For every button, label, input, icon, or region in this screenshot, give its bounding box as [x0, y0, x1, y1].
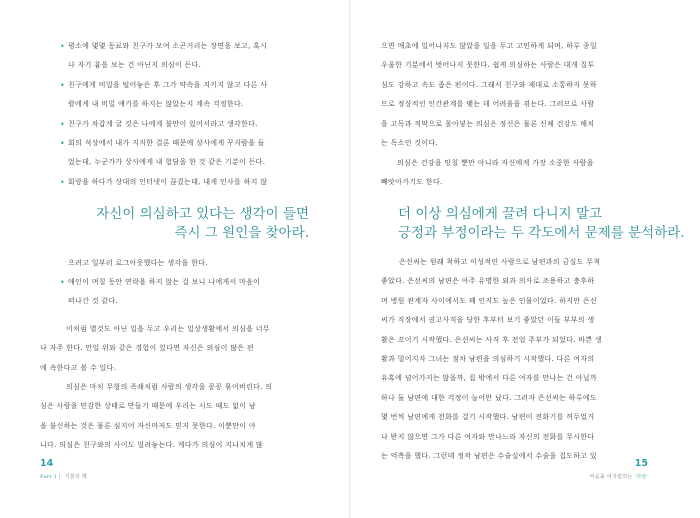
list-item: • 회의 석상에서 내가 지지한 결론 때문에 상사에게 꾸지람을 들 었는데, 누군가가 상사에게 내 험담을 한 것 같은 기분이 든다.	[60, 134, 316, 173]
bullet-dot-icon: •	[60, 278, 66, 287]
mid-bullet-list	[60, 273, 316, 312]
list-item: • 친구에게 비밀을 털어놓은 후 그가 약속을 지키지 않고 다른 사 람에게 내 비밀 얘기를 하지는 않았는지 계속 걱정한다.	[60, 76, 316, 115]
top-bullet-list	[60, 37, 316, 192]
body-paragraph: 이처럼 별것도 아닌 일을 두고 우리는 일상생활에서 의심을 너무 나 자주 한다. 만일 위와 같은 경험이 있다면 자신은 의심이 많은 편 에 속한다고 볼 수 있다.	[40, 325, 270, 372]
body-paragraph: 의심은 마치 무형의 족쇄처럼 사람의 생각을 꽁꽁 묶어버린다. 의 심은 사람을 민감한 상태로 만들기 때문에 우리는 시도 때도 없이 남 을 불신하는 것은 물론 심지어 자신마저도 믿지 못한다. 이뿐만이 아 니다. 의심은 친구와의 사이도 멀려놓는다. 게다가 의심이 지나치게 많	[40, 383, 273, 450]
left-callout: 자신이 의심하고 있다는 생각이 들면 즉시 그 원인을 찾아라.	[96, 206, 309, 241]
bullet-dot-icon: •	[60, 80, 66, 90]
running-header: Part 1 | 기분의 벽	[40, 474, 88, 480]
list-item: • 애인이 며칠 동안 연락을 하지 않는 걸 보니 나에게서 마음이 떠나간 것 같다.	[60, 273, 316, 312]
continued-line: 으려고 일부러 로그아웃했다는 생각을 한다.	[68, 259, 208, 267]
body-paragraph: 은선씨는 원래 착하고 이성적인 사람으로 남편과의 금실도 무척 좋았다. 은선씨의 남편은 아주 유명한 외과 의사로 조용하고 충후하 며 병원 관계자 사이에서도 꽤 인지도 높은 인물이었다. 하지만 은선 씨가 직장에서 권고사직을 당한 후부터 보기 좋았던 이들 부부의 생 활은 꼬이기 시작했다. 은선씨는 사직 후 전업 주부가 되었다. 바쁜 생 활과 멀어지자 그녀는 점차 남편을 의심하기 시작했다. 다른 여자의 유혹에 넘어가지는 않을까, 집 밖에서 다른 여자를 만나는 건 아닐까 하나 둘 남편에 대한 걱정이 늘어만 났다. 그러자 은선씨는 하루에도 몇 번씩 남편에게 전화를 걸기 시작했다. 남편이 전화기를 꺼두었거 나 받지 않으면 그가 다른 여자와 만나느라 자신의 전화를 무시한다 는 억측을 했다. 그런데 정작 남편은 수술실에서 수술을 집도하고 있	[381, 258, 602, 461]
page-number: 14	[40, 458, 54, 469]
bullet-dot-icon: •	[60, 42, 66, 51]
right-page	[351, 0, 700, 518]
bullet-dot-icon: •	[60, 139, 66, 149]
right-callout: 더 이상 의심에게 끌려 다니지 말고 긍정과 부정이라는 두 각도에서 문제를 분석하라.	[398, 206, 685, 241]
list-item: • 회랑을 하다가 상대의 인터넷이 끊겼는데, 내게 인사를 하지 않	[60, 173, 316, 192]
list-item: • 평소에 몇몇 동료와 친구가 모여 소곤거리는 장면을 보고, 혹시 나 자기 흉을 보는 건 아닌지 의심이 든다.	[60, 37, 316, 76]
bullet-dot-icon: •	[60, 119, 66, 129]
list-item: • 친구가 차갑게 굴 것은 나에게 불만이 있어서라고 생각한다.	[60, 115, 316, 134]
left-page	[0, 0, 349, 518]
body-paragraph: 의심은 건강을 망칠 뿐만 아니라 자신에게 가장 소중한 사람을 빼앗아가기도 한다.	[381, 159, 594, 187]
bullet-dot-icon: •	[60, 177, 66, 187]
body-paragraph: 으면 애초에 일어나지도 않았을 일을 두고 고민하게 되며, 하루 종일 우울한 기분에서 벗어나지 못한다. 쉽게 의심하는 사람은 대개 질투 심도 강하고 속도 좁은 편이다. 그래서 친구와 제대로 소통하지 못하 므로 정상적인 인간관계를 맺는 데 어려움을 겪는다. 그러므로 사람 을 고독과 적막으로 몰아넣는 의심은 정신은 물론 신체 건강도 해치 는 독소인 것이다.	[381, 42, 597, 148]
page-number: 15	[634, 458, 648, 469]
running-header: 마음을 어지럽히는 '의심'	[589, 474, 648, 480]
